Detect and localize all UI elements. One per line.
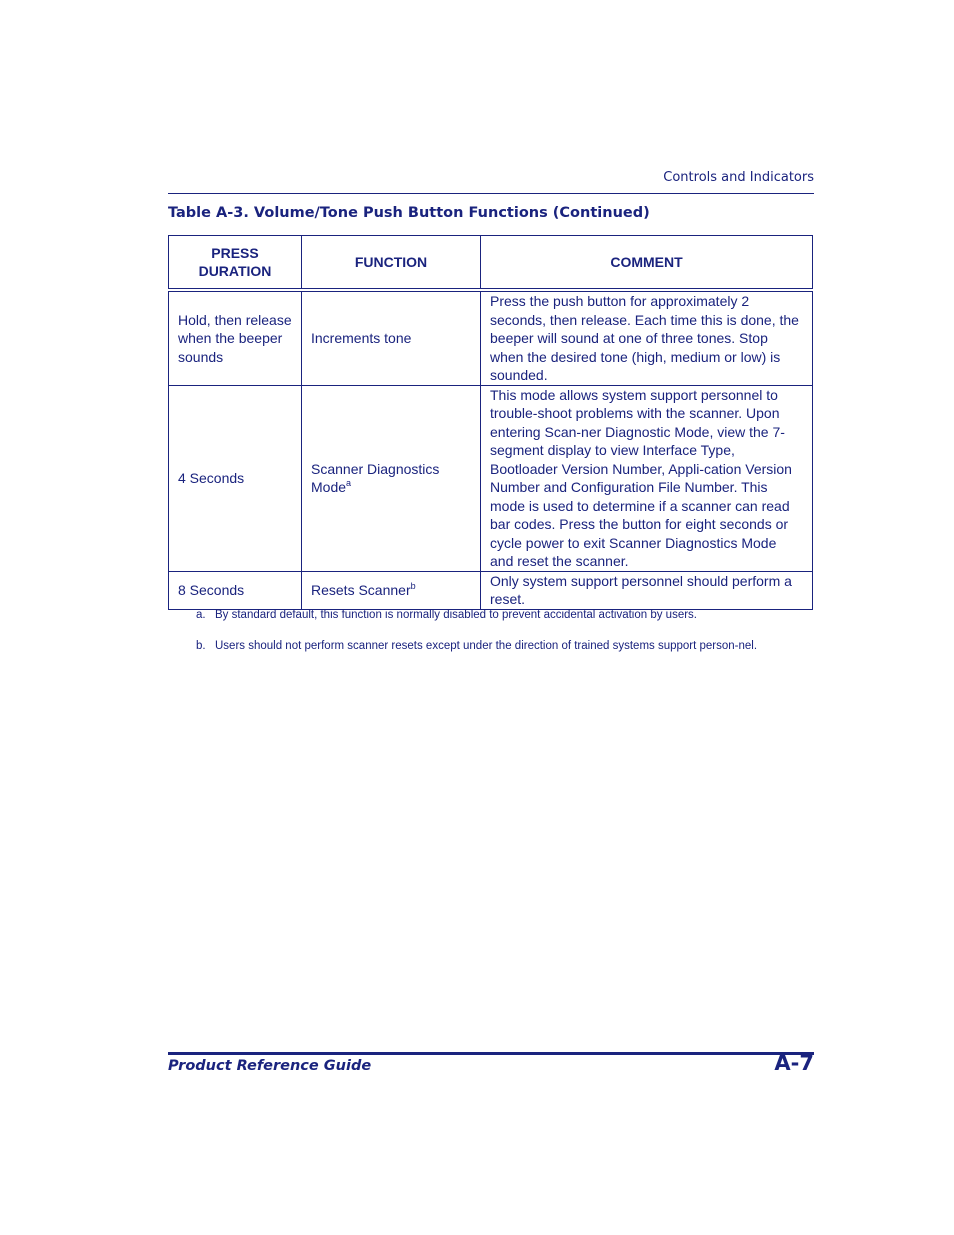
column-header-comment: COMMENT	[481, 236, 813, 291]
comment-cell: Only system support personnel should perform a reset.	[481, 571, 813, 609]
footnote-text: Users should not perform scanner resets except under the direction of trained systems support person-nel.	[215, 640, 758, 652]
footnote-ref: a	[346, 478, 352, 488]
duration-cell: 8 Seconds	[169, 571, 302, 609]
guide-title: Product Reference Guide	[168, 1058, 372, 1074]
footnote-ref: b	[410, 580, 416, 591]
button-functions-table	[168, 235, 813, 610]
function-text: Scanner Diagnostics Mode	[311, 460, 440, 495]
function-text: Increments tone	[311, 330, 412, 346]
function-cell	[302, 385, 481, 571]
column-header-duration: PRESS DURATION	[169, 236, 302, 291]
footnote-b	[196, 638, 791, 654]
table-title: Table A-3. Volume/Tone Push Button Functions (Continued)	[168, 205, 650, 221]
footnote-mark: b.	[196, 640, 206, 652]
table-row	[169, 571, 813, 609]
footnote-a	[196, 607, 791, 623]
comment-cell: Press the push button for approximately 2 seconds, then release. Each time this is done, the beeper will sound at one of three tones. Stop when the desired tone (high, medium or low) is sounded.	[481, 290, 813, 385]
duration-cell: Hold, then release when the beeper sounds	[169, 290, 302, 385]
table-row	[169, 385, 813, 571]
header-rule	[168, 193, 814, 194]
footer-rule	[168, 1052, 814, 1055]
column-header-function: FUNCTION	[302, 236, 481, 291]
table-row	[169, 290, 813, 385]
function-cell	[302, 571, 481, 609]
footnote-mark: a.	[196, 609, 206, 621]
comment-cell: This mode allows system support personnel to trouble-shoot problems with the scanner. Upon entering Scan-ner Diagnostic Mode, view the 7-segment display to view Interface Type, Bootloader Version Number, Appli-cation Version Number and Configuration File Number. This mode is used to determine if a scanner can read bar codes. Press the button for eight seconds or cycle power to exit Scanner Diagnostics Mode and reset the scanner.	[481, 385, 813, 571]
table-header-row	[169, 236, 813, 291]
running-header: Controls and Indicators	[663, 170, 814, 185]
function-text: Resets Scanner	[311, 581, 411, 598]
footnote-text: By standard default, this function is normally disabled to prevent accidental activation by users.	[215, 609, 697, 621]
page-number: A-7	[774, 1051, 814, 1075]
duration-cell: 4 Seconds	[169, 385, 302, 571]
function-cell	[302, 290, 481, 385]
table-footnotes	[196, 607, 791, 669]
